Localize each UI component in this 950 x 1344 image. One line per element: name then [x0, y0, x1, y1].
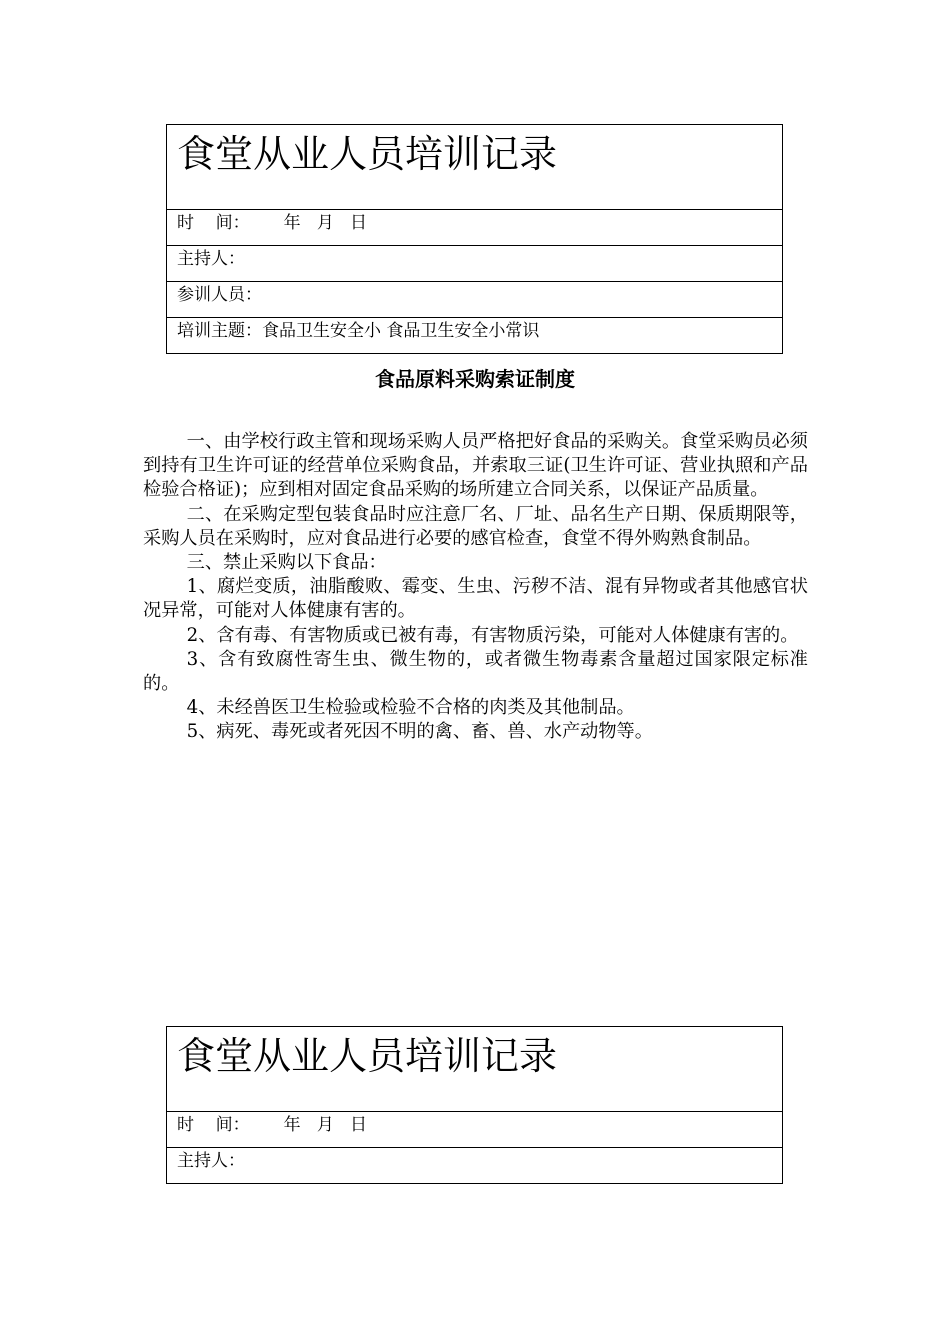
time-row [167, 210, 782, 246]
rule-title: 食品原料采购索证制度 [375, 367, 575, 391]
host-label: 主持人： [177, 249, 245, 269]
host-label: 主持人： [177, 1151, 245, 1171]
rule-paragraph: 5、病死、毒死或者死因不明的禽、畜、兽、水产动物等。 [186, 721, 653, 743]
rule-paragraph: 一、由学校行政主管和现场采购人员严格把好食品的采购关。食堂采购员必须到持有卫生许可证的经营单位采购食品，并索取三证(卫生许可证、营业执照和产品检验合格证)；应到相对固定食品采购的场所建立合同关系，以保证产品质量。 [143, 431, 808, 501]
rule-paragraph: 1、腐烂变质，油脂酸败、霉变、生虫、污秽不洁、混有异物或者其他感官状况异常，可能对人体健康有害的。 [143, 576, 808, 622]
date-placeholder: 年 月 日 [283, 1115, 368, 1135]
topic-label: 培训主题： [177, 321, 262, 341]
rule-paragraph: 3、含有致腐性寄生虫、微生物的，或者微生物毒素含量超过国家限定标准的。 [143, 648, 808, 695]
time-label: 时 间： [177, 1115, 250, 1135]
rule-body [143, 430, 808, 745]
rule-paragraph: 三、禁止采购以下食品： [186, 552, 387, 574]
host-row [167, 246, 782, 282]
time-row [167, 1112, 782, 1148]
host-row [167, 1148, 782, 1183]
record-title: 食堂从业人员培训记录 [167, 1027, 782, 1112]
date-placeholder: 年 月 日 [283, 213, 368, 233]
attendees-label: 参训人员： [177, 285, 262, 305]
record-title: 食堂从业人员培训记录 [167, 125, 782, 210]
topic-value: 食品卫生安全小 食品卫生安全小常识 [262, 321, 540, 341]
training-record-table-1 [166, 124, 783, 354]
attendees-row [167, 282, 782, 318]
time-label: 时 间： [177, 213, 250, 233]
training-record-table-2 [166, 1026, 783, 1184]
rule-paragraph: 4、未经兽医卫生检验或检验不合格的肉类及其他制品。 [186, 697, 635, 719]
rule-paragraph: 2、含有毒、有害物质或已被有毒，有害物质污染，可能对人体健康有害的。 [186, 624, 799, 646]
topic-row [167, 318, 782, 353]
rule-paragraph: 二、在采购定型包装食品时应注意厂名、厂址、品名生产日期、保质期限等，采购人员在采购时，应对食品进行必要的感官检查，食堂不得外购熟食制品。 [143, 503, 808, 549]
